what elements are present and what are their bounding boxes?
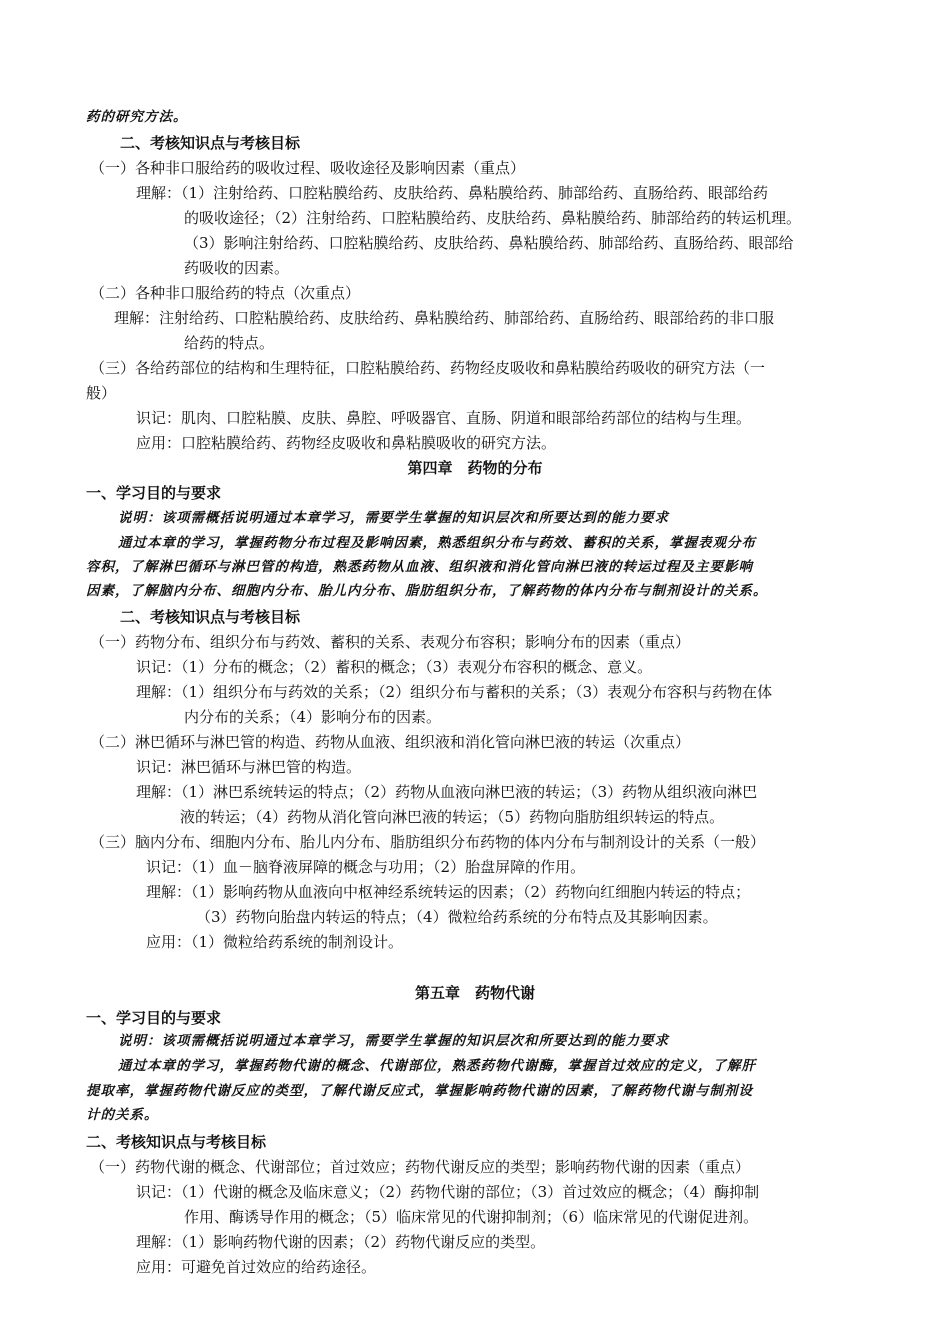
text-line: （3）影响注射给药、口腔粘膜给药、皮肤给药、鼻粘膜给药、肺部给药、直肠给药、眼部给	[184, 234, 794, 252]
text-line: 二、考核知识点与考核目标	[120, 134, 301, 152]
text-line: 识记：肌肉、口腔粘膜、皮肤、鼻腔、呼吸器官、直肠、阴道和眼部给药部位的结构与生理。	[136, 409, 752, 427]
text-line: 二、考核知识点与考核目标	[86, 1133, 267, 1151]
text-line: 二、考核知识点与考核目标	[120, 608, 301, 626]
text-line: 理解：（1）影响药物代谢的因素；（2）药物代谢反应的类型。	[136, 1233, 546, 1251]
text-line: 第四章 药物的分布	[407, 459, 543, 477]
text-line: 说明：该项需概括说明通过本章学习，需要学生掌握的知识层次和所要达到的能力要求	[118, 510, 669, 526]
text-line: 一、学习目的与要求	[86, 1009, 222, 1027]
text-line: 识记：（1）代谢的概念及临床意义；（2）药物代谢的部位；（3）首过效应的概念；（4）酶抑制	[136, 1183, 760, 1201]
text-line: 提取率，掌握药物代谢反应的类型，了解代谢反应式，掌握影响药物代谢的因素，了解药物代谢与制剂设	[86, 1083, 753, 1099]
text-line: 容积，了解淋巴循环与淋巴管的构造，熟悉药物从血液、组织液和消化管向淋巴液的转运过程及主要影响	[86, 559, 753, 575]
text-line: 因素，了解脑内分布、细胞内分布、胎儿内分布、脂肪组织分布，了解药物的体内分布与制剂设计的关系。	[86, 583, 768, 599]
text-line: 理解：（1）淋巴系统转运的特点；（2）药物从血液向淋巴液的转运；（3）药物从组织液向淋巴	[136, 783, 758, 801]
text-line: 药吸收的因素。	[184, 259, 290, 277]
text-line: 通过本章的学习，掌握药物分布过程及影响因素，熟悉组织分布与药效、蓄积的关系，掌握表观分布	[118, 535, 756, 551]
text-line: 理解：（1）组织分布与药效的关系；（2）组织分布与蓄积的关系；（3）表观分布容积与药物在体	[136, 683, 773, 701]
text-line: 药的研究方法。	[86, 109, 188, 125]
text-line: 的吸收途径；（2）注射给药、口腔粘膜给药、皮肤给药、鼻粘膜给药、肺部给药的转运机理。	[184, 209, 802, 227]
text-line: （一）药物代谢的概念、代谢部位；首过效应；药物代谢反应的类型；影响药物代谢的因素（重点）	[90, 1158, 751, 1176]
text-line: 给药的特点。	[184, 334, 275, 352]
text-line: 应用：（1）微粒给药系统的制剂设计。	[146, 933, 404, 951]
text-line: （三）脑内分布、细胞内分布、胎儿内分布、脂肪组织分布药物的体内分布与制剂设计的关系（一般）	[90, 833, 766, 851]
text-line: 内分布的关系；（4）影响分布的因素。	[184, 708, 442, 726]
text-line: 识记：淋巴循环与淋巴管的构造。	[136, 758, 362, 776]
text-line: 应用：可避免首过效应的给药途径。	[136, 1258, 377, 1276]
text-line: 识记：（1）分布的概念；（2）蓄积的概念；（3）表观分布容积的概念、意义。	[136, 658, 653, 676]
text-line: 应用：口腔粘膜给药、药物经皮吸收和鼻粘膜吸收的研究方法。	[136, 434, 557, 452]
text-line: 说明：该项需概括说明通过本章学习，需要学生掌握的知识层次和所要达到的能力要求	[118, 1033, 669, 1049]
text-line: 理解：注射给药、口腔粘膜给药、皮肤给药、鼻粘膜给药、肺部给药、直肠给药、眼部给药的非口服	[114, 309, 775, 327]
text-line: 识记：（1）血－脑脊液屏障的概念与功用；（2）胎盘屏障的作用。	[146, 858, 586, 876]
text-line: 通过本章的学习，掌握药物代谢的概念、代谢部位，熟悉药物代谢酶，掌握首过效应的定义，了解肝	[118, 1058, 756, 1074]
text-line: （二）各种非口服给药的特点（次重点）	[90, 284, 361, 302]
text-line: 第五章 药物代谢	[414, 984, 535, 1002]
text-line: 作用、酶诱导作用的概念；（5）临床常见的代谢抑制剂；（6）临床常见的代谢促进剂。	[184, 1208, 759, 1226]
text-line: 理解：（1）影响药物从血液向中枢神经系统转运的因素；（2）药物向红细胞内转运的特点；	[146, 883, 751, 901]
text-line: （3）药物向胎盘内转运的特点；（4）微粒给药系统的分布特点及其影响因素。	[196, 908, 718, 926]
text-line: 一、学习目的与要求	[86, 484, 222, 502]
text-line: 计的关系。	[86, 1107, 159, 1123]
text-line: （二）淋巴循环与淋巴管的构造、药物从血液、组织液和消化管向淋巴液的转运（次重点）	[90, 733, 691, 751]
text-line: （一）各种非口服给药的吸收过程、吸收途径及影响因素（重点）	[90, 159, 526, 177]
text-line: 般）	[86, 384, 117, 402]
text-line: 液的转运；（4）药物从消化管向淋巴液的转运；（5）药物向脂肪组织转运的特点。	[180, 808, 725, 826]
text-line: （一）药物分布、组织分布与药效、蓄积的关系、表观分布容积；影响分布的因素（重点）	[90, 633, 691, 651]
text-line: 理解：（1）注射给药、口腔粘膜给药、皮肤给药、鼻粘膜给药、肺部给药、直肠给药、眼部给药	[136, 184, 769, 202]
text-line: （三）各给药部位的结构和生理特征，口腔粘膜给药、药物经皮吸收和鼻粘膜给药吸收的研究方法（一	[90, 359, 766, 377]
